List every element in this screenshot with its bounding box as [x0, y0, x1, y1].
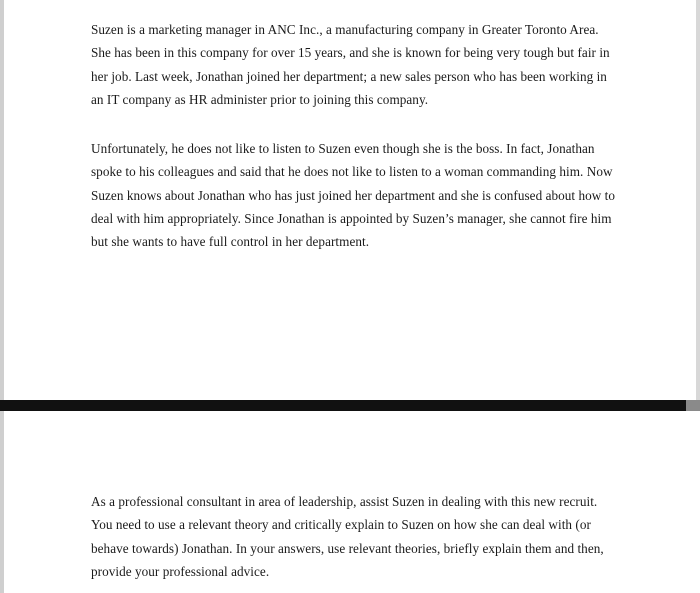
- page-left-edge: [0, 0, 4, 400]
- text-line: As a professional consultant in area of leadership, assist Suzen in dealing with this new recruit.: [91, 494, 598, 509]
- case-paragraph-intro: [91, 18, 639, 111]
- text-line: Suzen knows about Jonathan who has just joined her department and she is confused about how to: [91, 187, 616, 203]
- text-line: but she wants to have full control in her department.: [91, 234, 370, 250]
- text-line: She has been in this company for over 15 years, and she is known for being very tough but fair in: [91, 45, 610, 61]
- text-line: Unfortunately, he does not like to listen to Suzen even though she is the boss. In fact, Jonathan: [91, 141, 595, 156]
- page-left-edge: [0, 411, 4, 593]
- text-line: deal with him appropriately. Since Jonathan is appointed by Suzen’s manager, she cannot fire him: [91, 210, 612, 226]
- text-line: spoke to his colleagues and said that he does not like to listen to a woman commanding him. Now: [91, 164, 613, 180]
- divider-scroll-tab: [686, 400, 700, 411]
- page-divider: [0, 400, 700, 411]
- text-line: You need to use a relevant theory and critically explain to Suzen on how she can deal with (or: [91, 517, 591, 533]
- text-line: behave towards) Jonathan. In your answers, use relevant theories, briefly explain them and then,: [91, 540, 604, 556]
- text-line: provide your professional advice.: [91, 563, 270, 579]
- case-paragraph-conflict: [91, 137, 639, 253]
- document-page-bottom: [0, 411, 700, 593]
- text-line: Suzen is a marketing manager in ANC Inc., a manufacturing company in Greater Toronto Area.: [91, 22, 599, 37]
- text-line: her job. Last week, Jonathan joined her department; a new sales person who has been working in: [91, 68, 607, 84]
- task-paragraph: [91, 490, 639, 583]
- page-right-edge: [696, 0, 700, 400]
- text-line: an IT company as HR administer prior to joining this company.: [91, 91, 429, 107]
